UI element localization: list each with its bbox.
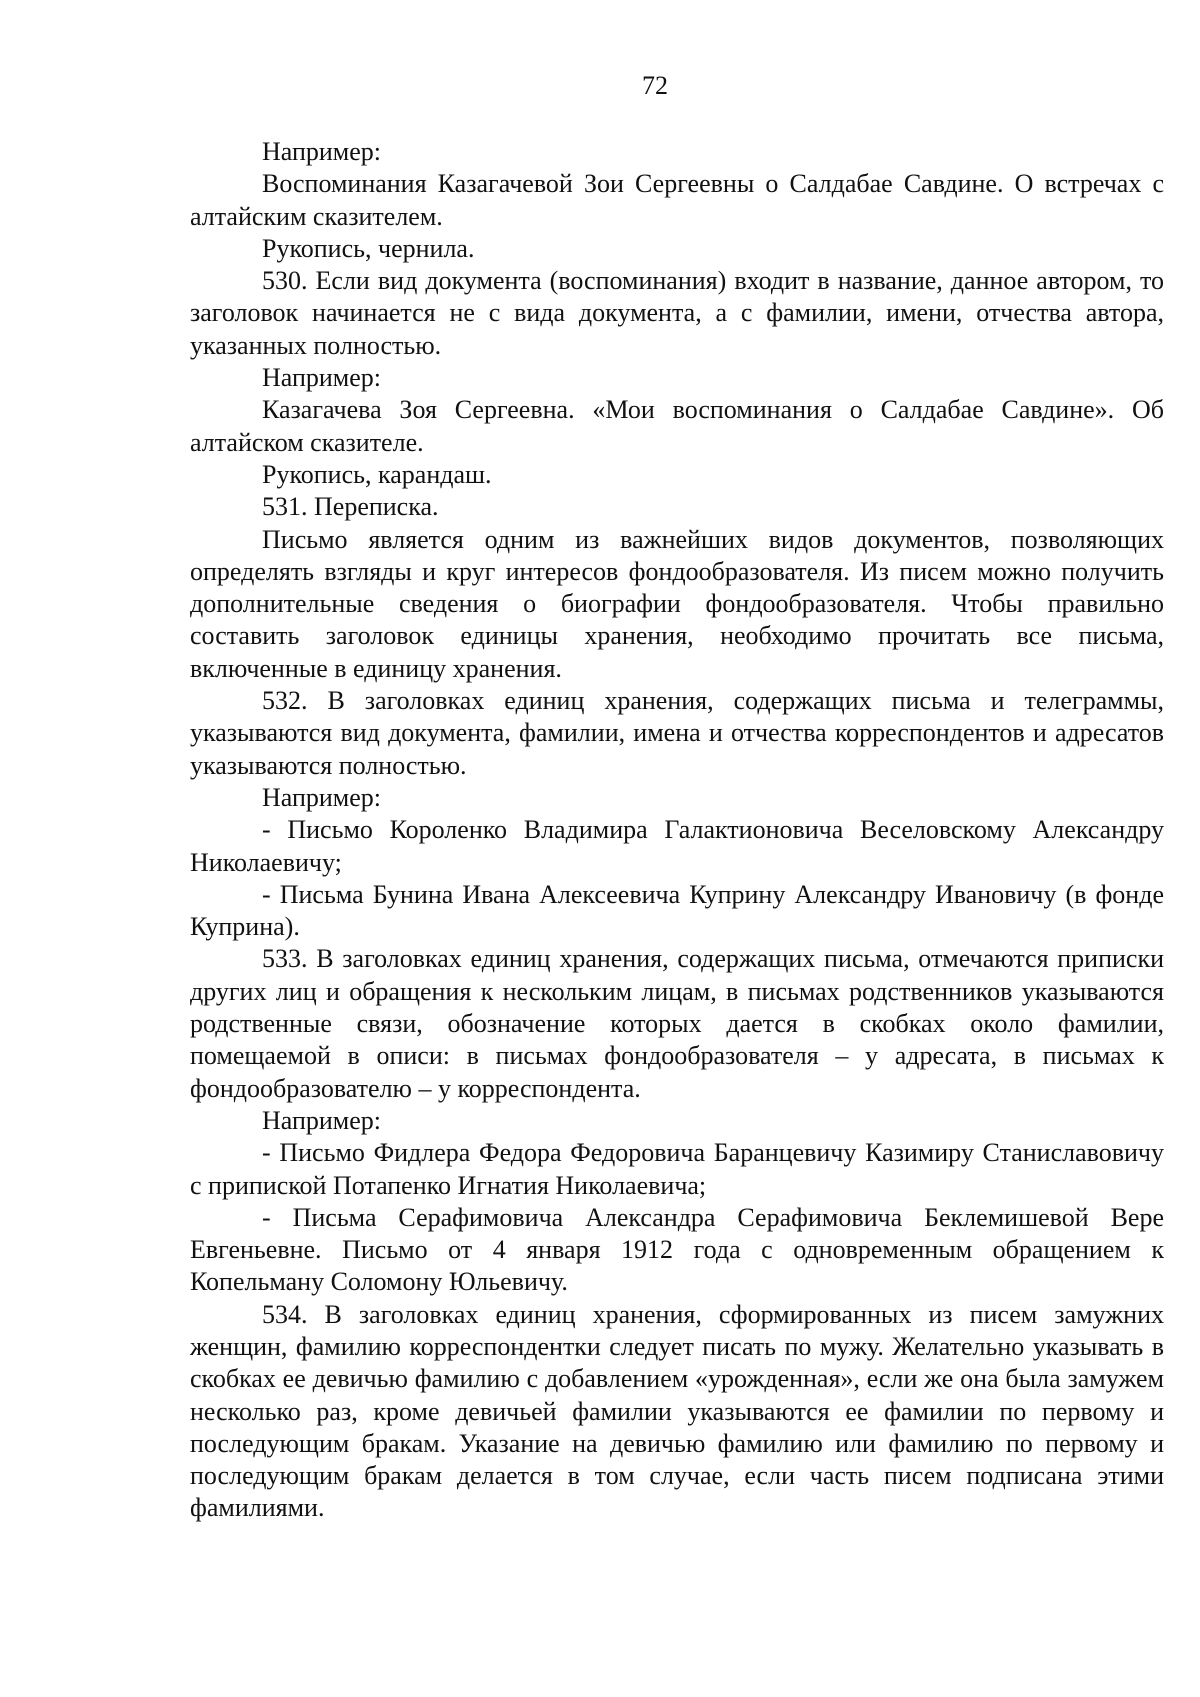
paragraph-532: 532. В заголовках единиц хранения, содержащих письма и телеграммы, указываются вид документа, фамилии, имена и отчества корреспондентов и адресатов указываются полностью. [190,686,1164,780]
body-text [190,136,1164,1525]
paragraph-example-label: Например: [262,1105,382,1135]
paragraph-533: 533. В заголовках единиц хранения, содержащих письма, отмечаются приписки других лиц и обращения к нескольким лицам, в письмах родственников указываются родственные связи, обозначение которых дается в скобках около фамилии, помещаемой в описи: в письмах фондообразователя – у адресата, в письмах к фондообразователю – у корреспондента. [190,944,1164,1103]
paragraph-example-memoir: Воспоминания Казагачевой Зои Сергеевны о Салдабае Савдине. О встречах с алтайским сказителем. [190,169,1164,231]
paragraph-example-serafimovich: - Письма Серафимовича Александра Серафимовича Беклемишевой Вере Евгеньевне. Письмо от 4 января 1912 года с одновременным обращением к Копельману Соломону Юльевичу. [190,1202,1164,1297]
paragraph-example-label: Например: [262,782,382,812]
page-number: 72 [642,71,668,100]
paragraph-example-label: Например: [262,137,382,166]
paragraph-531: 531. Переписка. [262,492,439,522]
paragraph-letter-importance: Письмо является одним из важнейших видов документов, позволяющих определять взгляды и круг интересов фондообразователя. Из писем можно получить дополнительные сведения о биографии фондообразователя. Чтобы правильно составить заголовок единицы хранения, необходимо прочитать все письма, включенные в единицу хранения. [190,524,1164,683]
paragraph-manuscript-pencil: Рукопись, карандаш. [262,459,492,489]
paragraph-example-korolenko: - Письмо Короленко Владимира Галактионовича Веселовскому Александру Николаевичу; [190,815,1164,877]
paragraph-530: 530. Если вид документа (воспоминания) входит в название, данное автором, то заголовок начинается не с вида документа, а с фамилии, имени, отчества автора, указанных полностью. [190,266,1164,360]
paragraph-manuscript-ink: Рукопись, чернила. [262,233,475,263]
paragraph-example-label: Например: [262,363,382,393]
paragraph-example-memoir-title: Казагачева Зоя Сергеевна. «Мои воспоминания о Салдабае Савдине». Об алтайском сказителе. [190,395,1164,457]
paragraph-example-bunin: - Письма Бунина Ивана Алексеевича Куприну Александру Ивановичу (в фонде Куприна). [190,879,1164,942]
paragraph-534: 534. В заголовках единиц хранения, сформированных из писем замужних женщин, фамилию корреспондентки следует писать по мужу. Желательно указывать в скобках ее девичью фамилию с добавлением «урожденная», если же она была замужем несколько раз, кроме девичьей фамилии указываются ее фамилии по первому и последующим бракам. Указание на девичью фамилию или фамилию по первому и последующим бракам делается в том случае, если часть писем подписана этими фамилиями. [190,1299,1164,1523]
paragraph-example-fidler: - Письмо Фидлера Федора Федоровича Баранцевичу Казимиру Станиславовичу с припиской Потапенко Игнатия Николаевича; [190,1138,1164,1200]
